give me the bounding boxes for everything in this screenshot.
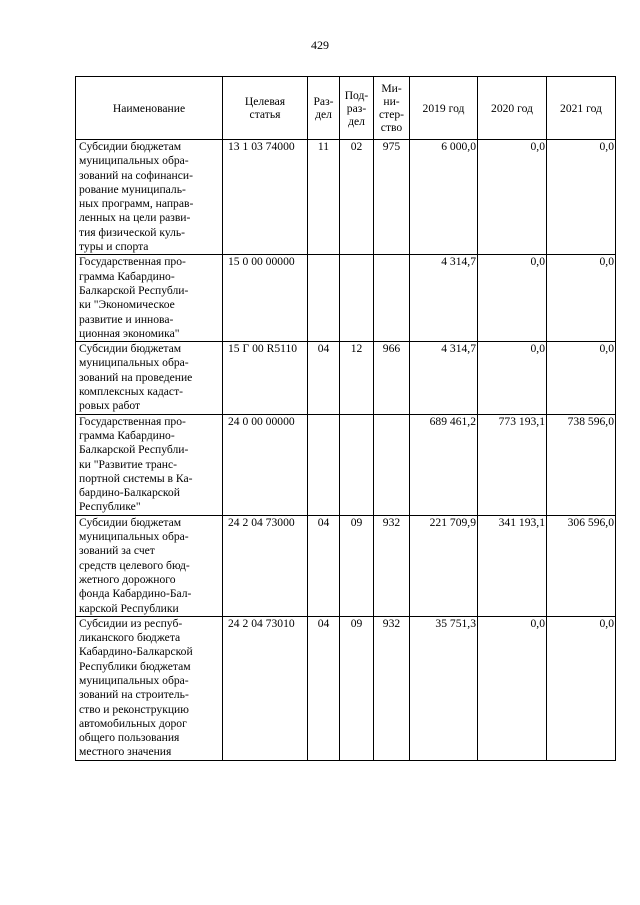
cell-name	[76, 414, 223, 515]
cell-name-line: зований на софинанси-	[79, 168, 193, 182]
cell-name-line: зований на строитель-	[79, 688, 189, 702]
cell-name-line: фонда Кабардино-Бал-	[79, 587, 192, 601]
cell-2020: 0,0	[478, 140, 547, 255]
table-row	[76, 140, 616, 255]
cell-name-line: Субсидии бюджетам	[79, 515, 182, 529]
cell-ministry	[374, 414, 410, 515]
cell-ministry: 975	[374, 140, 410, 255]
cell-name-line: Субсидии из респуб-	[79, 616, 183, 630]
table-header-row	[76, 77, 616, 140]
cell-name	[76, 616, 223, 760]
header-name: Наименование	[76, 77, 223, 140]
cell-section: 11	[308, 140, 340, 255]
cell-target-article: 24 2 04 73010	[223, 616, 308, 760]
cell-2019: 35 751,3	[410, 616, 478, 760]
table-row	[76, 515, 616, 616]
cell-name-line: зований на проведение	[79, 370, 193, 384]
header-2020: 2020 год	[478, 77, 547, 140]
cell-name-line: муниципальных обра-	[79, 356, 189, 370]
cell-name-line: местного значения	[79, 745, 172, 759]
cell-name-line: Республики бюджетам	[79, 659, 191, 673]
cell-name-line: ство и реконструкцию	[79, 702, 189, 716]
budget-table	[75, 76, 616, 761]
cell-name-line: ки "Экономическое	[79, 298, 175, 312]
cell-2019: 689 461,2	[410, 414, 478, 515]
cell-2021: 0,0	[547, 616, 616, 760]
cell-2020: 341 193,1	[478, 515, 547, 616]
cell-2021: 738 596,0	[547, 414, 616, 515]
cell-name-line: грамма Кабардино-	[79, 269, 175, 283]
cell-name	[76, 140, 223, 255]
cell-2020: 0,0	[478, 342, 547, 414]
cell-name-line: зований за счет	[79, 544, 155, 558]
header-subsection: Под- раз- дел	[340, 77, 374, 140]
cell-name-line: муниципальных обра-	[79, 530, 189, 544]
cell-name-line: развитие и иннова-	[79, 312, 174, 326]
header-target-article: Целевая статья	[223, 77, 308, 140]
cell-name	[76, 515, 223, 616]
table-row	[76, 342, 616, 414]
cell-2021: 306 596,0	[547, 515, 616, 616]
cell-name-line: Государственная про-	[79, 255, 186, 269]
cell-name-line: ленных на цели разви-	[79, 211, 191, 225]
cell-section	[308, 414, 340, 515]
cell-name-line: Субсидии бюджетам	[79, 140, 182, 153]
cell-name-line: Государственная про-	[79, 414, 186, 428]
cell-2019: 4 314,7	[410, 255, 478, 342]
cell-subsection: 09	[340, 616, 374, 760]
cell-subsection: 09	[340, 515, 374, 616]
cell-name-line: Субсидии бюджетам	[79, 342, 182, 356]
cell-name-line: ных программ, направ-	[79, 197, 194, 211]
table-row	[76, 616, 616, 760]
cell-name-line: общего пользования	[79, 731, 180, 745]
cell-name-line: тия физической куль-	[79, 225, 186, 239]
cell-name-line: Кабардино-Балкарской	[79, 645, 193, 659]
cell-name-line: муниципальных обра-	[79, 673, 189, 687]
cell-name-line: грамма Кабардино-	[79, 428, 175, 442]
cell-name-line: комплексных кадаст-	[79, 385, 183, 399]
cell-2020: 0,0	[478, 255, 547, 342]
cell-section: 04	[308, 515, 340, 616]
cell-ministry: 932	[374, 616, 410, 760]
cell-name-line: жетного дорожного	[79, 572, 176, 586]
cell-2020: 0,0	[478, 616, 547, 760]
cell-target-article: 24 0 00 00000	[223, 414, 308, 515]
cell-name-line: средств целевого бюд-	[79, 558, 190, 572]
cell-name-line: рование муниципаль-	[79, 182, 186, 196]
cell-section	[308, 255, 340, 342]
page-number: 429	[311, 38, 329, 52]
cell-2021: 0,0	[547, 342, 616, 414]
table-row	[76, 255, 616, 342]
cell-ministry: 966	[374, 342, 410, 414]
cell-name-line: ки "Развитие транс-	[79, 457, 177, 471]
cell-name-line: карской Республики	[79, 601, 179, 615]
cell-ministry: 932	[374, 515, 410, 616]
cell-name-line: туры и спорта	[79, 240, 149, 254]
cell-name-line: Балкарской Республи-	[79, 283, 189, 297]
cell-subsection: 12	[340, 342, 374, 414]
cell-section: 04	[308, 342, 340, 414]
cell-2020: 773 193,1	[478, 414, 547, 515]
cell-name-line: муниципальных обра-	[79, 154, 189, 168]
cell-2019: 6 000,0	[410, 140, 478, 255]
cell-name-line: Республике"	[79, 500, 141, 514]
cell-subsection	[340, 414, 374, 515]
cell-name-line: Балкарской Республи-	[79, 443, 189, 457]
cell-name-line: автомобильных дорог	[79, 716, 187, 730]
cell-name-line: ровых работ	[79, 399, 141, 413]
cell-subsection	[340, 255, 374, 342]
header-section: Раз- дел	[308, 77, 340, 140]
cell-2021: 0,0	[547, 255, 616, 342]
cell-name	[76, 255, 223, 342]
cell-name-line: ционная экономика"	[79, 326, 180, 340]
cell-section: 04	[308, 616, 340, 760]
cell-name-line: портной системы в Ка-	[79, 471, 193, 485]
cell-name-line: ликанского бюджета	[79, 631, 181, 645]
cell-target-article: 13 1 03 74000	[223, 140, 308, 255]
table-row	[76, 414, 616, 515]
cell-subsection: 02	[340, 140, 374, 255]
cell-2019: 4 314,7	[410, 342, 478, 414]
cell-target-article: 15 Г 00 R5110	[223, 342, 308, 414]
cell-target-article: 15 0 00 00000	[223, 255, 308, 342]
cell-target-article: 24 2 04 73000	[223, 515, 308, 616]
cell-ministry	[374, 255, 410, 342]
cell-name-line: бардино-Балкарской	[79, 486, 180, 500]
header-ministry: Ми- ни- стер- ство	[374, 77, 410, 140]
cell-2021: 0,0	[547, 140, 616, 255]
header-2021: 2021 год	[547, 77, 616, 140]
header-2019: 2019 год	[410, 77, 478, 140]
cell-2019: 221 709,9	[410, 515, 478, 616]
cell-name	[76, 342, 223, 414]
